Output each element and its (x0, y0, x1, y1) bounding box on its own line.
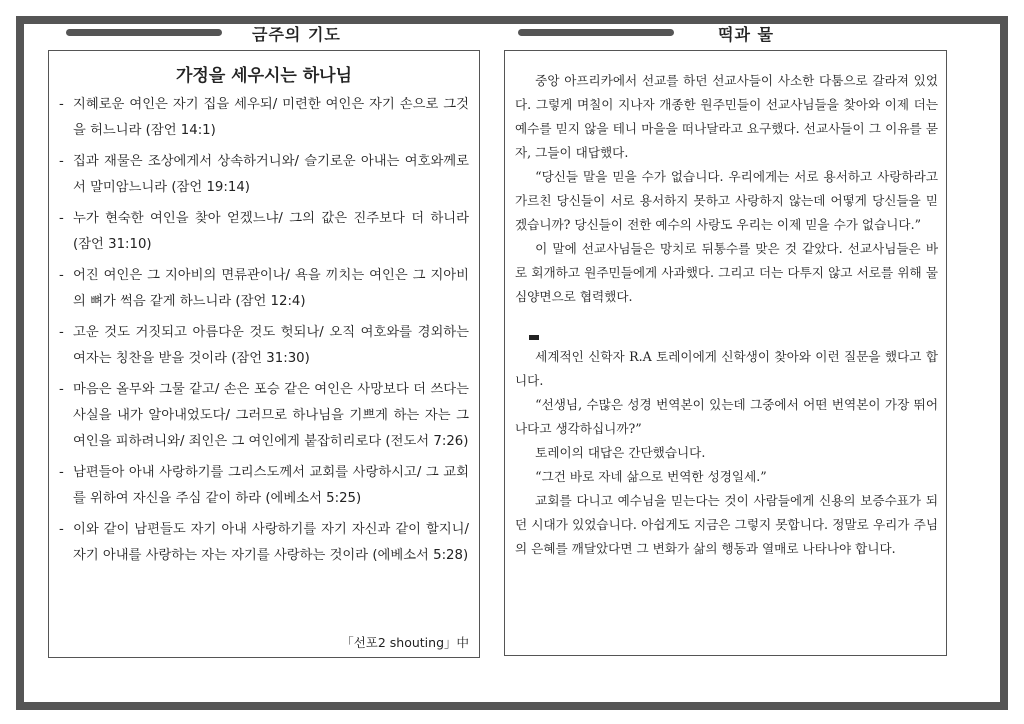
story-text (515, 69, 938, 561)
left-header-title: 금주의 기도 (252, 25, 341, 44)
verse-text: 지혜로운 여인은 자기 집을 세우되/ 미련한 여인은 자기 손으로 그것을 허느니라 (잠언 14:1) (73, 97, 469, 138)
story-paragraph: 토레이의 대답은 간단했습니다. (535, 445, 706, 460)
prayer-title: 가정을 세우시는 하나님 (175, 66, 353, 86)
story-paragraph: “선생님, 수많은 성경 번역본이 있는데 그중에서 어떤 번역본이 가장 뛰어나다고 생각하십니까?” (515, 397, 938, 436)
verse-item: - 이와 같이 남편들도 자기 아내 사랑하기를 자기 자신과 같이 할지니/ 자기 아내를 사랑하는 자는 자기를 사랑하는 것이라 (에베소서 5:28) (59, 522, 469, 563)
right-header-bar (518, 29, 674, 36)
verse-text: 어진 여인은 그 지아비의 면류관이나/ 욕을 끼치는 여인은 그 지아비의 뼈가 썩음 같게 하느니라 (잠언 12:4) (73, 268, 469, 309)
story-paragraph: 이 말에 선교사님들은 망치로 뒤통수를 맞은 것 같았다. 선교사님들은 바로 회개하고 원주민들에게 사과했다. 그리고 더는 다투지 않고 서로를 위해 물심양면으로 협력했다. (515, 241, 938, 304)
verse-text: 고운 것도 거짓되고 아름다운 것도 헛되나/ 오직 여호와를 경외하는 여자는 칭찬을 받을 것이라 (잠언 31:30) (73, 325, 469, 366)
verse-list (59, 92, 469, 569)
verse-item: - 지혜로운 여인은 자기 집을 세우되/ 미련한 여인은 자기 손으로 그것을 허느니라 (잠언 14:1) (59, 97, 469, 138)
prayer-box (48, 50, 480, 658)
verse-text: 남편들아 아내 사랑하기를 그리스도께서 교회를 사랑하시고/ 그 교회를 위하여 자신을 주심 같이 하라 (에베소서 5:25) (73, 465, 469, 506)
story-paragraph: 교회를 다니고 예수님을 믿는다는 것이 사람들에게 신용의 보증수표가 되던 시대가 있었습니다. 아쉽게도 지금은 그렇지 못합니다. 정말로 우리가 주님의 은혜를 깨달았다면 그 변화가 삶의 행동과 열매로 나타나야 합니다. (515, 493, 938, 556)
verse-item: - 어진 여인은 그 지아비의 면류관이나/ 욕을 끼치는 여인은 그 지아비의 뼈가 썩음 같게 하느니라 (잠언 12:4) (59, 268, 469, 309)
verse-text: 마음은 올무와 그물 같고/ 손은 포승 같은 여인은 사망보다 더 쓰다는 사실을 내가 알아내었도다/ 그러므로 하나님을 기쁘게 하는 자는 그 여인을 피하려니와/ 죄인은 그 여인에게 붙잡히리로다 (전도서 7:26) (73, 382, 469, 449)
verse-item: - 남편들아 아내 사랑하기를 그리스도께서 교회를 사랑하시고/ 그 교회를 위하여 자신을 주심 같이 하라 (에베소서 5:25) (59, 465, 469, 506)
verse-item: - 집과 재물은 조상에게서 상속하거니와/ 슬기로운 아내는 여호와께로서 말미암느니라 (잠언 19:14) (59, 154, 469, 195)
story-paragraph: 중앙 아프리카에서 선교를 하던 선교사들이 사소한 다툼으로 갈라져 있었다. 그렇게 며칠이 지나자 개종한 원주민들이 선교사님들을 찾아와 이제 더는 예수를 믿지 않을 테니 마을을 떠나달라고 요구했다. 선교사들이 그 이유를 묻자, 그들이 대답했다. (515, 73, 938, 160)
story-paragraph: 세계적인 신학자 R.A 토레이에게 신학생이 찾아와 이런 질문을 했다고 합니다. (515, 349, 938, 388)
story-paragraph: “그건 바로 자네 삶으로 번역한 성경일세.” (535, 469, 767, 484)
section-gap (515, 309, 938, 335)
left-header-bar (66, 29, 222, 36)
verse-text: 누가 현숙한 여인을 찾아 얻겠느냐/ 그의 값은 진주보다 더 하니라 (잠언 31:10) (73, 211, 469, 252)
right-section-header (518, 22, 918, 46)
verse-item: - 고운 것도 거짓되고 아름다운 것도 헛되나/ 오직 여호와를 경외하는 여자는 칭찬을 받을 것이라 (잠언 31:30) (59, 325, 469, 366)
left-section-header (66, 22, 466, 46)
verse-item: - 마음은 올무와 그물 같고/ 손은 포승 같은 여인은 사망보다 더 쓰다는 사실을 내가 알아내었도다/ 그러므로 하나님을 기쁘게 하는 자는 그 여인을 피하려니와/ 죄인은 그 여인에게 붙잡히리로다 (전도서 7:26) (59, 382, 469, 449)
verse-text: 이와 같이 남편들도 자기 아내 사랑하기를 자기 자신과 같이 할지니/ 자기 아내를 사랑하는 자는 자기를 사랑하는 것이라 (에베소서 5:28) (73, 522, 469, 563)
story-box (504, 50, 947, 656)
story-paragraph: “당신들 말을 믿을 수가 없습니다. 우리에게는 서로 용서하고 사랑하라고 가르친 당신들이 서로 용서하지 못하고 사랑하지 않는데 어떻게 당신들을 믿겠습니까? 당신들이 전한 예수의 사랑도 우리는 이제 믿을 수가 없습니다.” (515, 169, 938, 232)
section-divider-mark (529, 335, 539, 340)
verse-item: - 누가 현숙한 여인을 찾아 얻겠느냐/ 그의 값은 진주보다 더 하니라 (잠언 31:10) (59, 211, 469, 252)
verse-text: 집과 재물은 조상에게서 상속하거니와/ 슬기로운 아내는 여호와께로서 말미암느니라 (잠언 19:14) (73, 154, 469, 195)
source-citation: 「선포2 shouting」中 (341, 635, 469, 650)
right-header-title: 떡과 물 (718, 25, 774, 44)
